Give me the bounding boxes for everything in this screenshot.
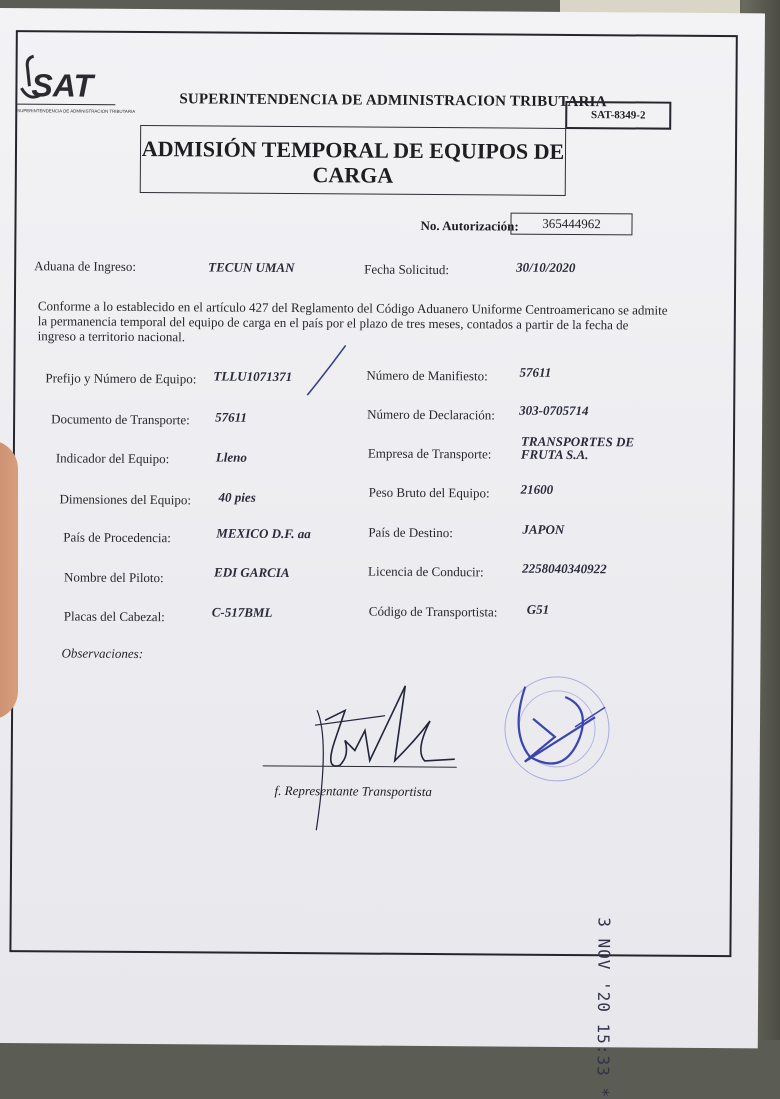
authorization-label: No. Autorización: (420, 217, 519, 234)
field-value-empresa (521, 435, 634, 462)
legal-paragraph: Conforme a lo establecido en el artículo 427 del Reglamento del Código Aduanero Uniforme Centroamericano se admite la permanencia temporal del equipo de carga en el país por el plazo de tres meses, contados a partir de la fecha de ingreso a territorio nacional. (37, 298, 668, 345)
field-value-documento: 57611 (215, 409, 247, 425)
form-code: SAT-8349-2 (565, 101, 671, 130)
signature-caption: f. Representante Transportista (274, 782, 432, 800)
field-label-indicador: Indicador del Equipo: (55, 450, 170, 467)
svg-text:SAT: SAT (31, 67, 94, 104)
field-label-placas: Placas del Cabezal: (63, 608, 165, 625)
observaciones-label: Observaciones: (61, 645, 144, 662)
field-label-documento: Documento de Transporte: (51, 411, 190, 428)
field-label-empresa: Empresa de Transporte: (367, 445, 492, 462)
field-value-piloto: EDI GARCIA (214, 564, 290, 581)
field-value-peso: 21600 (520, 481, 554, 497)
field-label-destino: País de Destino: (368, 524, 453, 541)
field-value-dimensiones: 40 pies (218, 489, 256, 505)
field-value-equipo: TLLU1071371 (213, 368, 293, 385)
empresa-line-2: FRUTA S.A. (520, 446, 589, 463)
title-line-2: CARGA (312, 162, 394, 188)
field-value-declaracion: 303-0705714 (519, 402, 589, 419)
field-value-destino: JAPON (522, 521, 565, 537)
thumb (0, 440, 18, 720)
field-value-manifiesto: 57611 (519, 364, 552, 380)
field-label-licencia: Licencia de Conducir: (368, 563, 484, 580)
signature (254, 680, 475, 842)
field-label-equipo: Prefijo y Número de Equipo: (45, 370, 197, 387)
field-label-declaracion: Número de Declaración: (367, 406, 496, 423)
field-value-placas: C-517BML (211, 604, 273, 620)
field-label-dimensiones: Dimensiones del Equipo: (59, 491, 192, 508)
empresa-line-1: TRANSPORTES DE (520, 433, 635, 450)
document-title (140, 125, 566, 196)
field-label-procedencia: País de Procedencia: (63, 529, 171, 546)
aduana-value: TECUN UMAN (208, 259, 295, 276)
field-label-codigo: Código de Transportista: (368, 603, 498, 620)
aduana-label: Aduana de Ingreso: (34, 258, 137, 274)
document-page (0, 8, 765, 1099)
agency-name: SUPERINTENDENCIA DE ADMINISTRACION TRIBUTARIA (179, 91, 607, 111)
pen-tick-mark (297, 340, 357, 400)
field-label-peso: Peso Bruto del Equipo: (368, 484, 490, 501)
field-value-indicador: Lleno (215, 449, 247, 465)
title-line-1: ADMISIÓN TEMPORAL DE EQUIPOS DE (141, 135, 565, 164)
field-label-manifiesto: Número de Manifiesto: (366, 367, 488, 384)
sat-logo (11, 48, 136, 121)
field-value-codigo: G51 (526, 601, 550, 617)
authorization-number: 365444962 (510, 213, 632, 236)
fecha-solicitud-label: Fecha Solicitud: (364, 261, 450, 278)
official-stamp (485, 666, 646, 797)
field-label-piloto: Nombre del Piloto: (63, 569, 164, 586)
received-date-stamp: 3 NOV '20 15:33 * (593, 917, 614, 1099)
logo-subtext: SUPERINTENDENCIA DE ADMINISTRACION TRIBUTARIA (17, 108, 136, 114)
fecha-solicitud-value: 30/10/2020 (516, 259, 576, 276)
field-value-licencia: 2258040340922 (522, 560, 607, 577)
field-value-procedencia: MEXICO D.F. aa (216, 525, 311, 542)
